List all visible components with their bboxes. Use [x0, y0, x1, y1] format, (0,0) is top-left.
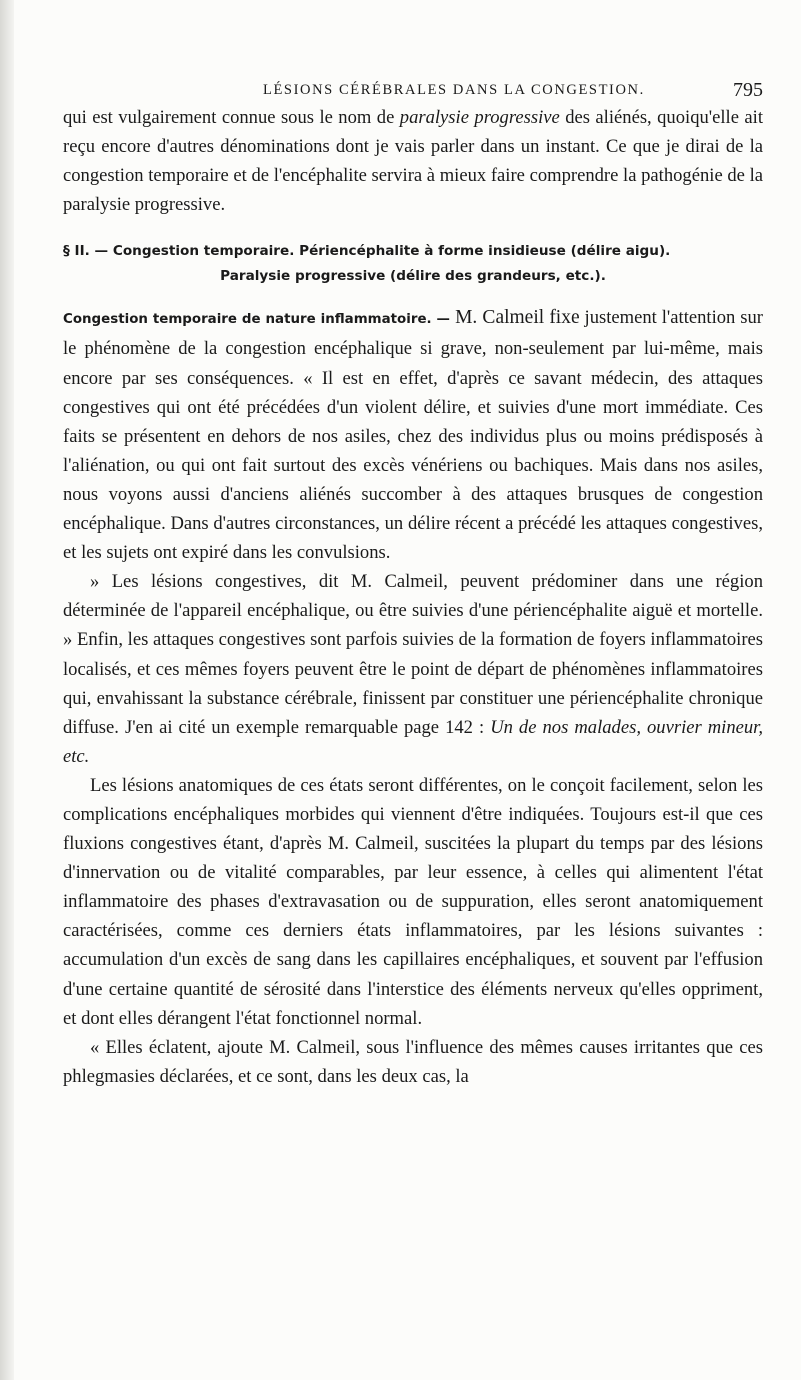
section-heading-line-1: § II. — Congestion temporaire. Périencéphalite à forme insidieuse (délire aigu). [63, 243, 671, 260]
paragraph-3: » Les lésions congestives, dit M. Calmeil, peuvent prédominer dans une région déterminée de l'appareil encéphalique, ou être suivies d'une périencéphalite aiguë et mortelle. » Enfin, les attaques congestives sont parfois suivies de la formation de foyers inflammatoires localisés, et ces mêmes foyers peuvent être le point de départ de phénomènes inflammatoires qui, envahissant la substance cérébrale, finissent par constituer une périencéphalite chronique diffuse. J'en ai cité un exemple remarquable page 142 : Un de nos malades, ouvrier mineur, etc. [63, 571, 764, 767]
page-body [63, 103, 763, 1091]
section-heading-line-2: Paralysie progressive (délire des grandeurs, etc.). [220, 268, 606, 285]
running-head: LÉSIONS CÉRÉBRALES DANS LA CONGESTION. [263, 82, 645, 98]
run-in-heading: Congestion temporaire de nature inflammatoire. — [63, 312, 450, 328]
page-header [63, 79, 763, 102]
page-binding-edge [0, 0, 14, 1380]
emphasis-paralysie-progressive: paralysie progressive [399, 107, 560, 128]
paragraph-2: Congestion temporaire de nature inflammatoire. — M. Calmeil fixe justement l'attention sur le phénomène de la congestion encéphalique si grave, non-seulement par lui-même, mais encore par ses conséquences. « Il est en effet, d'après ce savant médecin, des attaques congestives qui ont été précédées d'un violent délire, et suivies d'une mort immédiate. Ces faits se présentent en dehors de nos asiles, chez des individus plus ou moins prédisposés à l'aliénation, ou qui ont fait surtout des excès vénériens ou bachiques. Mais dans nos asiles, nous voyons aussi d'anciens aliénés succomber à des attaques brusques de congestion encéphalique. Dans d'autres circonstances, un délire récent a précédé les attaques congestives, et les sujets ont expiré dans les convulsions. [63, 307, 763, 564]
emphasis-citation: Un de nos malades, ouvrier mineur, etc. [63, 716, 764, 767]
paragraph-4: Les lésions anatomiques de ces états seront différentes, on le conçoit facilement, selon les complications encéphaliques morbides qui viennent d'être indiquées. Toujours est-il que ces fluxions congestives étant, d'après M. Calmeil, suscitées la plupart du temps par des lésions d'innervation ou de vitalité comparables, par leur essence, à celles qui alimentent l'état inflammatoire des phases d'extravasation ou de suppuration, elles seront anatomiquement caractérisées, comme ces derniers états inflammatoires, par les lésions suivantes : accumulation d'un excès de sang dans les capillaires encéphaliques, et souvent par l'effusion d'une certaine quantité de sérosité dans l'interstice des éléments nerveux qu'elles oppriment, et dont elles dérangent l'état fonctionnel normal. [63, 774, 763, 1029]
paragraph-1: qui est vulgairement connue sous le nom de paralysie progressive des aliénés, quoiqu'elle ait reçu encore d'autres dénominations dont je vais parler dans un instant. Ce que je dirai de la congestion temporaire et de l'encéphalite servira à mieux faire comprendre la pathogénie de la paralysie progressive. [63, 107, 763, 216]
section-heading [63, 239, 763, 289]
page-number: 795 [733, 79, 763, 101]
paragraph-5: « Elles éclatent, ajoute M. Calmeil, sous l'influence des mêmes causes irritantes que ces phlegmasies déclarées, et ce sont, dans les deux cas, la [63, 1036, 763, 1087]
